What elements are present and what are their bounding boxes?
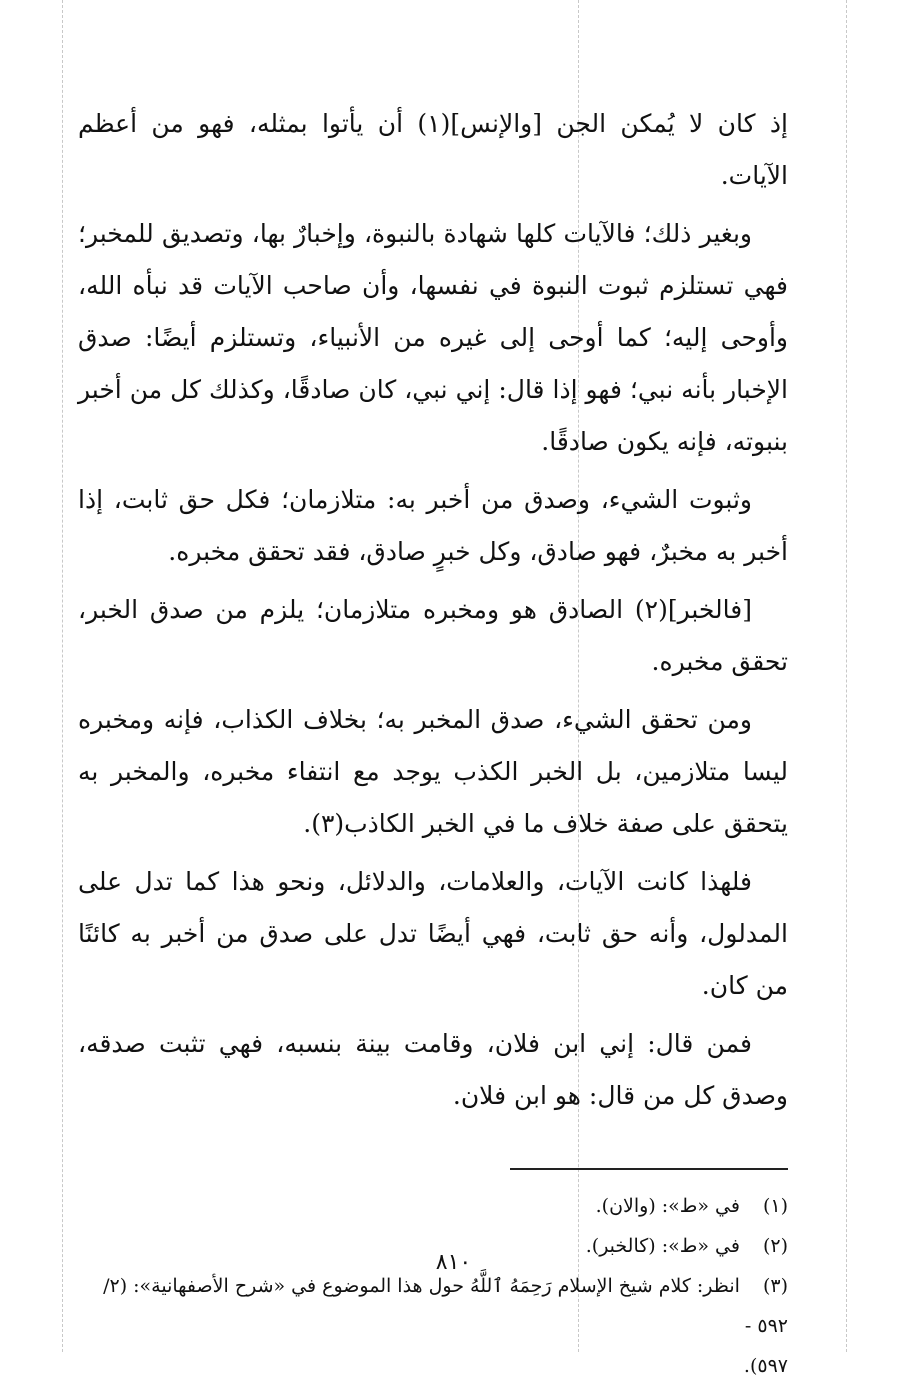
footnote (78, 1186, 788, 1226)
footnote-number: (١) (762, 1195, 788, 1217)
paragraph: [فالخبر](٢) الصادق هو ومخبره متلازمان؛ يلزم من صدق الخبر، تحقق مخبره. (78, 595, 788, 676)
paragraph: فلهذا كانت الآيات، والعلامات، والدلائل، ونحو هذا كما تدل على المدلول، وأنه حق ثابت، فهي أيضًا تدل على صدق من أخبر به كائنًا من كان. (78, 867, 788, 1000)
footnote-text: انظر: كلام شيخ الإسلام رَحِمَهُ ٱللَّهُ حول هذا الموضوع في «شرح الأصفهانية»: (٢/ ٥٩٢ - (103, 1275, 788, 1337)
footnote-number: (٢) (762, 1235, 788, 1257)
footnote-text: في «ط»: (كالخبر). (585, 1235, 740, 1257)
paragraph: وبغير ذلك؛ فالآيات كلها شهادة بالنبوة، وإخبارٌ بها، وتصديق للمخبر؛ فهي تستلزم ثبوت النبوة في نفسها، وأن صاحب الآيات قد نبأه الله، وأوحى إليه؛ كما أوحى إلى غيره من الأنبياء، وتستلزم أيضًا: صدق الإخبار بأنه نبي؛ فهو إذا قال: إني نبي، كان صادقًا، وكذلك كل من أخبر بنبوته، فإنه يكون صادقًا. (78, 219, 788, 456)
footnote-number: (٣) (762, 1275, 788, 1297)
page-number: ٨١٠ (435, 1250, 472, 1275)
paragraph: إذ كان لا يُمكن الجن [والإنس](١) أن يأتوا بمثله، فهو من أعظم الآيات. (78, 109, 788, 190)
footnote-text: في «ط»: (والان). (595, 1195, 740, 1217)
paragraph: وثبوت الشيء، وصدق من أخبر به: متلازمان؛ فكل حق ثابت، إذا أخبر به مخبرٌ، فهو صادق، وكل خبرٍ صادق، فقد تحقق مخبره. (78, 485, 788, 566)
footnote-separator (510, 1168, 788, 1170)
paragraph: فمن قال: إني ابن فلان، وقامت بينة بنسبه، فهي تثبت صدقه، وصدق كل من قال: هو ابن فلان. (78, 1029, 788, 1110)
footnote-continuation: ٥٩٧). (743, 1355, 788, 1377)
footnote (78, 1266, 788, 1346)
page-body (78, 98, 788, 1386)
scan-guide-line (62, 0, 63, 1352)
paragraph: ومن تحقق الشيء، صدق المخبر به؛ بخلاف الكذاب، فإنه ومخبره ليسا متلازمين، بل الخبر الكذب يوجد مع انتفاء مخبره، والمخبر به يتحقق على صفة خلاف ما في الخبر الكاذب(٣). (78, 705, 788, 838)
scan-guide-line (846, 0, 847, 1352)
